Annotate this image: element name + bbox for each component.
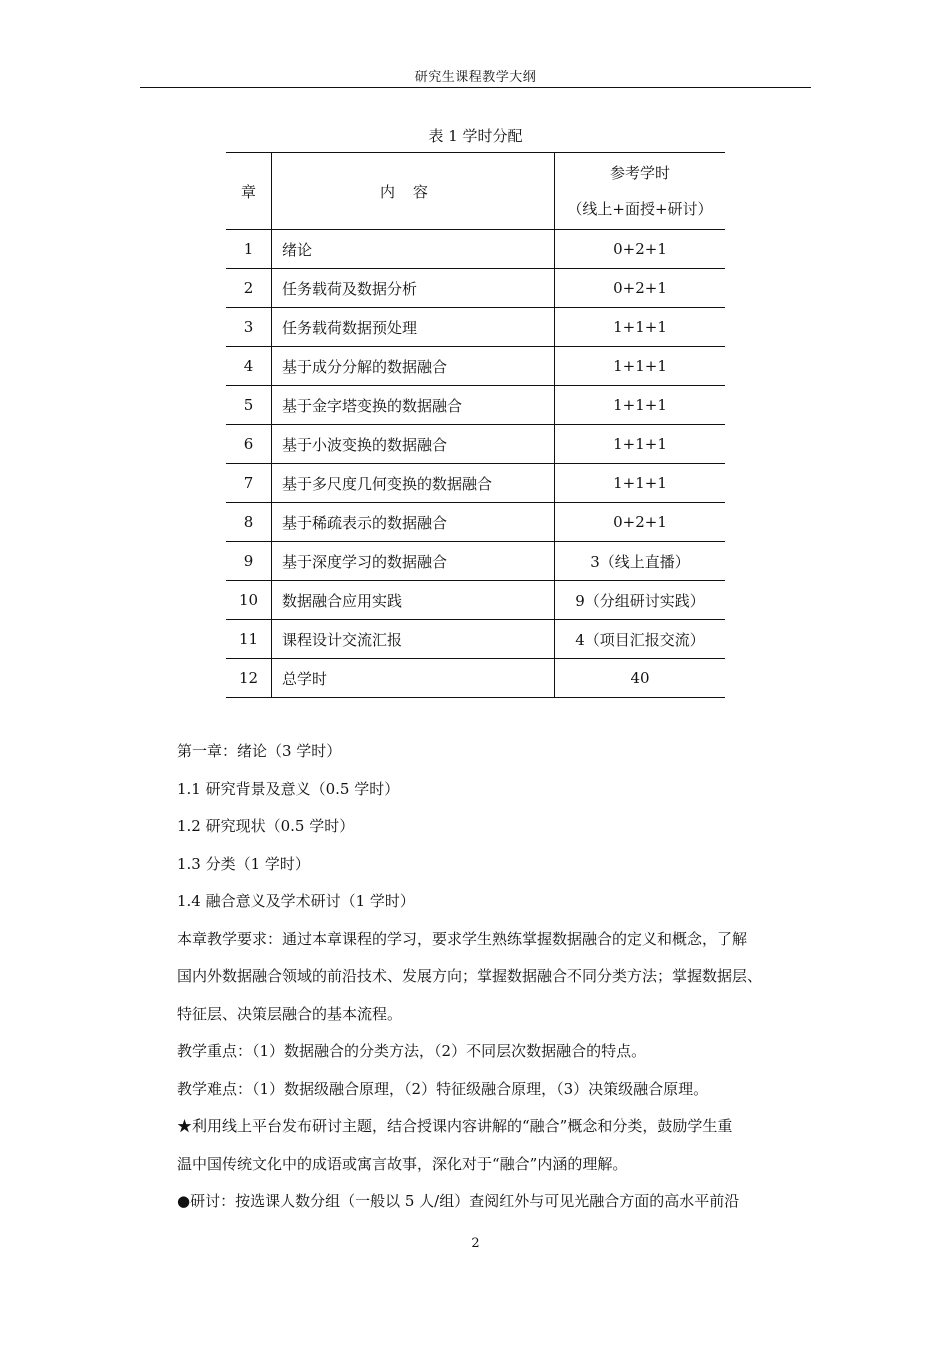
table-row (226, 308, 725, 347)
header-hours-line1: 参考学时 (609, 164, 670, 182)
table-row (226, 581, 725, 620)
row-chapter-number: 7 (226, 464, 272, 503)
row-chapter-number: 8 (226, 503, 272, 542)
row-content: 课程设计交流汇报 (272, 620, 555, 659)
table-row (226, 620, 725, 659)
section-1-1: 1.1 研究背景及意义（0.5 学时） (177, 779, 400, 798)
chapter-title: 第一章：绪论（3 学时） (177, 742, 342, 760)
table-row (226, 269, 725, 308)
table-row (226, 230, 725, 269)
row-hours: 1+1+1 (555, 308, 726, 347)
row-content: 数据融合应用实践 (272, 581, 555, 620)
row-chapter-number: 5 (226, 386, 272, 425)
table-row (226, 503, 725, 542)
table-row (226, 659, 725, 698)
row-chapter-number: 1 (226, 230, 272, 269)
row-content: 任务载荷及数据分析 (272, 269, 555, 308)
row-content: 基于深度学习的数据融合 (272, 542, 555, 581)
row-hours: 1+1+1 (555, 347, 726, 386)
row-hours: 0+2+1 (555, 503, 726, 542)
section-1-3: 1.3 分类（1 学时） (177, 854, 310, 873)
row-content: 基于稀疏表示的数据融合 (272, 503, 555, 542)
row-hours: 40 (555, 659, 726, 698)
requirements-line-1: 本章教学要求：通过本章课程的学习，要求学生熟练掌握数据融合的定义和概念，了解 (177, 929, 748, 948)
row-chapter-number: 11 (226, 620, 272, 659)
row-hours: 1+1+1 (555, 464, 726, 503)
table-row (226, 464, 725, 503)
table-header-row (226, 153, 725, 230)
row-hours: 9（分组研讨实践） (555, 581, 726, 620)
header-content: 内容 (272, 153, 555, 230)
requirements-line-3: 特征层、决策层融合的基本流程。 (177, 1004, 403, 1023)
row-hours: 1+1+1 (555, 425, 726, 464)
page-number: 2 (471, 1236, 480, 1251)
table-row (226, 347, 725, 386)
table-caption: 表 1 学时分配 (428, 127, 523, 145)
table-row (226, 542, 725, 581)
row-content: 总学时 (272, 659, 555, 698)
table-row (226, 425, 725, 464)
hours-allocation-table (226, 152, 725, 698)
requirements-line-2: 国内外数据融合领域的前沿技术、发展方向；掌握数据融合不同分类方法；掌握数据层、 (177, 967, 763, 985)
row-content: 任务载荷数据预处理 (272, 308, 555, 347)
row-hours: 0+2+1 (555, 230, 726, 269)
row-content: 基于小波变换的数据融合 (272, 425, 555, 464)
row-hours: 1+1+1 (555, 386, 726, 425)
discussion-line-1: ●研讨：按选课人数分组（一般以 5 人/组）查阅红外与可见光融合方面的高水平前沿 (177, 1192, 740, 1210)
row-content: 基于金字塔变换的数据融合 (272, 386, 555, 425)
section-1-2: 1.2 研究现状（0.5 学时） (177, 817, 355, 835)
row-chapter-number: 10 (226, 581, 272, 620)
row-content: 基于多尺度几何变换的数据融合 (272, 464, 555, 503)
header-chapter: 章 (226, 153, 272, 230)
row-hours: 3（线上直播） (555, 542, 726, 581)
row-chapter-number: 4 (226, 347, 272, 386)
row-content: 基于成分分解的数据融合 (272, 347, 555, 386)
key-points: 教学重点：（1）数据融合的分类方法，（2）不同层次数据融合的特点。 (177, 1042, 647, 1060)
row-hours: 4（项目汇报交流） (555, 620, 726, 659)
row-chapter-number: 9 (226, 542, 272, 581)
star-note-line-1: ★利用线上平台发布研讨主题，结合授课内容讲解的“融合”概念和分类，鼓励学生重 (177, 1117, 733, 1135)
row-chapter-number: 12 (226, 659, 272, 698)
row-content: 绪论 (272, 230, 555, 269)
row-chapter-number: 6 (226, 425, 272, 464)
row-chapter-number: 3 (226, 308, 272, 347)
row-hours: 0+2+1 (555, 269, 726, 308)
difficulties: 教学难点：（1）数据级融合原理，（2）特征级融合原理，（3）决策级融合原理。 (177, 1079, 709, 1098)
chapter-one-section (177, 733, 813, 1221)
row-chapter-number: 2 (226, 269, 272, 308)
star-note-line-2: 温中国传统文化中的成语或寓言故事，深化对于“融合”内涵的理解。 (177, 1154, 628, 1173)
section-1-4: 1.4 融合意义及学术研讨（1 学时） (177, 892, 415, 910)
header-hours-line2: （线上+面授+研讨） (567, 200, 713, 218)
header-rule (140, 87, 811, 88)
page-header-title: 研究生课程教学大纲 (414, 70, 537, 85)
table-row (226, 386, 725, 425)
header-hours (555, 153, 726, 230)
